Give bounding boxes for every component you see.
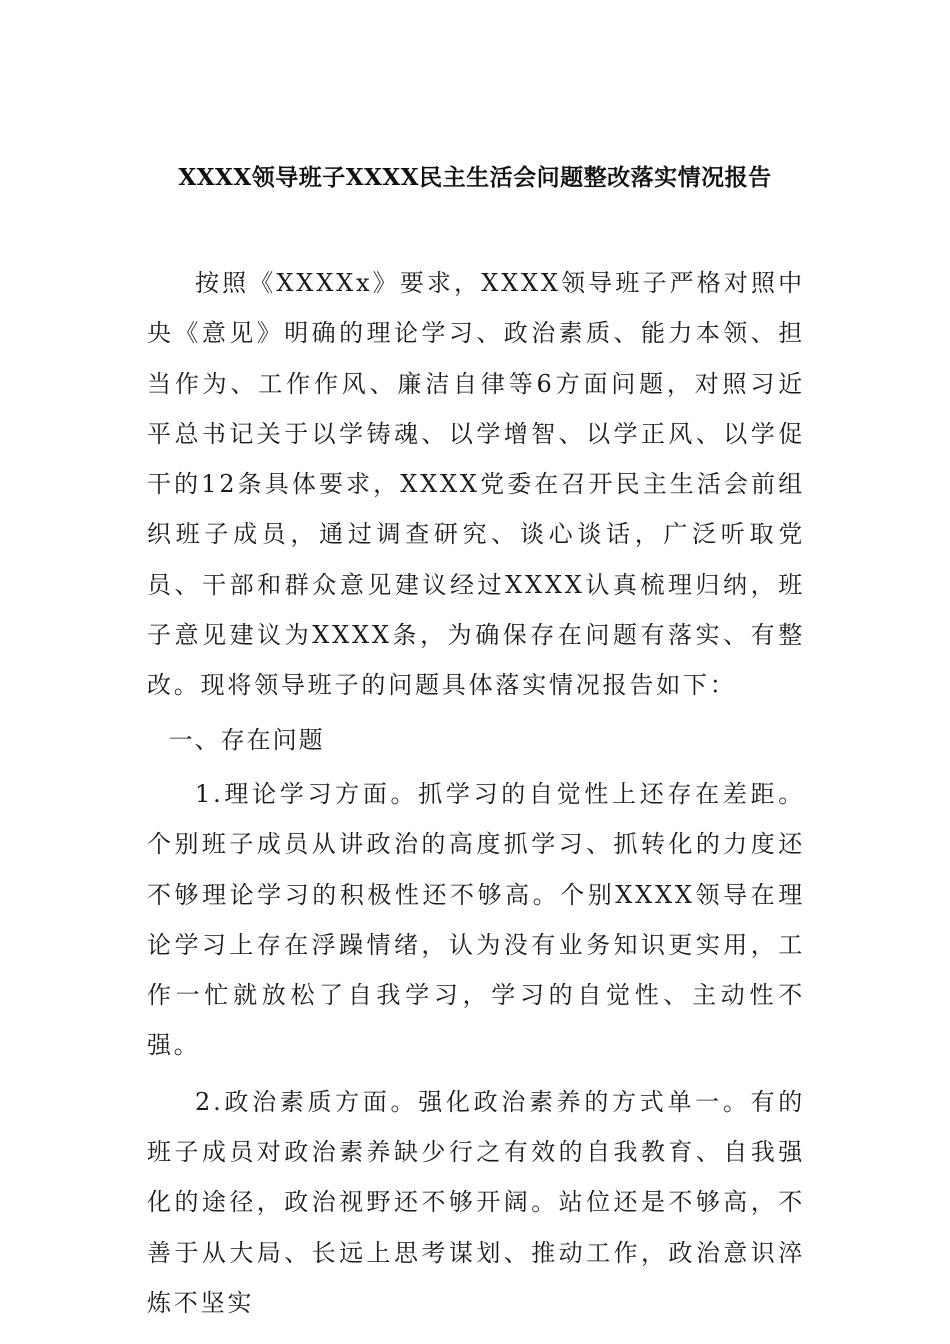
document-title: XXXX领导班子XXXX民主生活会问题整改落实情况报告: [178, 164, 772, 191]
theory-study-paragraph: 1.理论学习方面。抓学习的自觉性上还存在差距。个别班子成员从讲政治的高度抓学习、抓转化的力度还不够理论学习的积极性还不够高。个别XXXX领导在理论学习上存在浮躁情绪，认为没有业务知识更实用，工作一忙就放松了自我学习，学习的自觉性、主动性不强。: [147, 779, 805, 1060]
political-quality-paragraph: 2.政治素质方面。强化政治素养的方式单一。有的班子成员对政治素养缺少行之有效的自我教育、自我强化的途径，政治视野还不够开阔。站位还是不够高，不善于从大局、长远上思考谋划、推动工作，政治意识淬炼不坚实: [147, 1087, 805, 1317]
document-body: [147, 258, 805, 1328]
section-heading: 一、存在问题: [168, 725, 325, 754]
intro-paragraph: 按照《XXXXx》要求，XXXX领导班子严格对照中央《意见》明确的理论学习、政治素质、能力本领、担当作为、工作作风、廉洁自律等6方面问题，对照习近平总书记关于以学铸魂、以学增智、以学正风、以学促干的12条具体要求，XXXX党委在召开民主生活会前组织班子成员，通过调查研究、谈心谈话，广泛听取党员、干部和群众意见建议经过XXXX认真梳理归纳，班子意见建议为XXXX条，为确保存在问题有落实、有整改。现将领导班子的问题具体落实情况报告如下：: [147, 269, 805, 700]
